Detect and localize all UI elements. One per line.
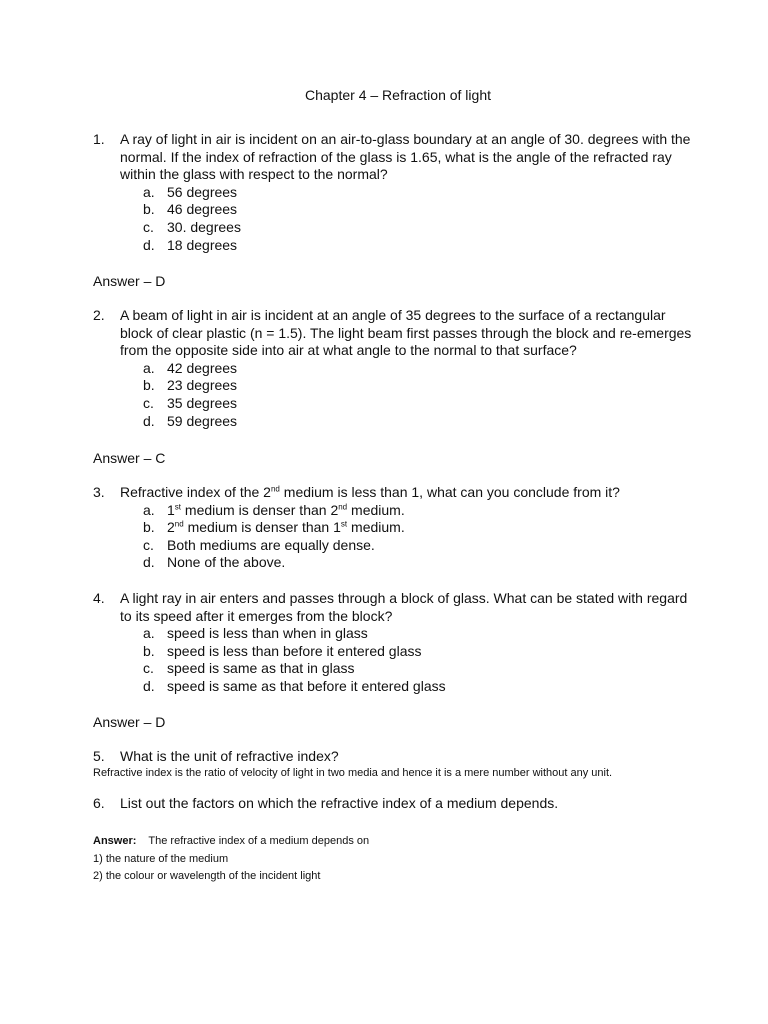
question-text: List out the factors on which the refractive index of a medium depends. xyxy=(120,795,559,811)
superscript: nd xyxy=(270,484,280,494)
option-item xyxy=(93,360,693,378)
option-item xyxy=(93,643,693,661)
option-text-part: medium is denser than 1 xyxy=(183,519,341,536)
option-text: Both mediums are equally dense. xyxy=(167,536,375,553)
option-letter: d. xyxy=(143,236,155,253)
option-text: 42 degrees xyxy=(167,359,238,376)
answer-4: Answer – D xyxy=(93,714,166,730)
question-number: 6. xyxy=(93,795,105,811)
answer-label: Answer: xyxy=(93,835,137,847)
option-item xyxy=(93,395,693,413)
option-text: 56 degrees xyxy=(167,183,238,200)
option-item xyxy=(93,502,693,520)
option-text: 59 degrees xyxy=(167,412,238,429)
question-5 xyxy=(93,748,693,766)
option-letter: d. xyxy=(143,677,155,694)
option-item xyxy=(93,219,693,237)
option-item xyxy=(93,413,693,431)
option-text: 23 degrees xyxy=(167,377,238,394)
option-text: speed is same as that in glass xyxy=(167,660,355,677)
option-text: 46 degrees xyxy=(167,201,238,218)
option-text-part: 2 xyxy=(167,519,175,536)
question-number: 2. xyxy=(93,307,105,323)
option-item xyxy=(93,201,693,219)
superscript: st xyxy=(174,501,182,511)
superscript: nd xyxy=(174,519,184,529)
option-letter: b. xyxy=(143,377,155,394)
question-text-end: medium is less than 1, what can you conclude from it? xyxy=(279,484,620,500)
option-item xyxy=(93,625,693,643)
option-text: speed is less than before it entered glass xyxy=(167,642,422,659)
answer-point-1: 1) the nature of the medium xyxy=(93,853,229,865)
question-text: What is the unit of refractive index? xyxy=(120,748,339,764)
option-text: None of the above. xyxy=(167,554,286,571)
explanation-5: Refractive index is the ratio of velocity of light in two media and hence it is a mere number without any unit. xyxy=(93,767,613,779)
superscript: st xyxy=(340,519,348,529)
answer-text: The refractive index of a medium depends on xyxy=(148,835,370,847)
question-text-start: Refractive index of the 2 xyxy=(120,484,271,500)
answer-1: Answer – D xyxy=(93,273,166,289)
option-letter: c. xyxy=(143,536,154,553)
question-number: 4. xyxy=(93,590,105,606)
question-text: A ray of light in air is incident on an air-to-glass boundary at an angle of 30. degrees with the normal. If the index of refraction of the glass is 1.65, what is the angle of the refracted ray within the glass with respect to the normal? xyxy=(120,131,691,183)
option-letter: c. xyxy=(143,218,154,235)
question-3 xyxy=(93,484,693,572)
superscript: nd xyxy=(338,501,348,511)
answer-point-2: 2) the colour or wavelength of the incident light xyxy=(93,870,321,882)
option-letter: b. xyxy=(143,642,155,659)
option-text: speed is less than when in glass xyxy=(167,625,368,642)
page-title: Chapter 4 – Refraction of light xyxy=(305,87,491,103)
option-letter: c. xyxy=(143,394,154,411)
option-item xyxy=(93,237,693,255)
option-item xyxy=(93,377,693,395)
question-number: 3. xyxy=(93,484,105,500)
option-letter: a. xyxy=(143,359,155,376)
question-text: A beam of light in air is incident at an angle of 35 degrees to the surface of a rectangular block of clear plastic (n = 1.5). The light beam first passes through the block and re-emerges from the opposite side into air at what angle to the normal to that surface? xyxy=(120,307,692,359)
option-text-part: 1 xyxy=(167,501,175,518)
option-letter: a. xyxy=(143,501,155,518)
question-2 xyxy=(93,307,693,430)
option-letter: b. xyxy=(143,519,155,536)
option-text: 18 degrees xyxy=(167,236,238,253)
option-text-part: medium. xyxy=(347,501,405,518)
option-text: 30. degrees xyxy=(167,218,241,235)
option-item xyxy=(93,554,693,572)
option-item xyxy=(93,519,693,537)
option-letter: c. xyxy=(143,660,154,677)
option-letter: d. xyxy=(143,554,155,571)
question-number: 1. xyxy=(93,131,105,147)
option-letter: a. xyxy=(143,625,155,642)
option-letter: b. xyxy=(143,201,155,218)
option-text-part: medium is denser than 2 xyxy=(181,501,339,518)
option-item xyxy=(93,678,693,696)
option-text: speed is same as that before it entered glass xyxy=(167,677,446,694)
answer-2: Answer – C xyxy=(93,450,166,466)
option-letter: d. xyxy=(143,412,155,429)
option-text-part: medium. xyxy=(347,519,405,536)
question-text: A light ray in air enters and passes through a block of glass. What can be stated with regard to its speed after it emerges from the block? xyxy=(120,590,688,624)
option-item xyxy=(93,537,693,555)
answer-6 xyxy=(93,834,369,848)
question-6 xyxy=(93,795,693,813)
question-1 xyxy=(93,131,693,254)
option-item xyxy=(93,660,693,678)
option-text: 35 degrees xyxy=(167,394,238,411)
option-item xyxy=(93,184,693,202)
option-letter: a. xyxy=(143,183,155,200)
question-4 xyxy=(93,590,693,696)
question-number: 5. xyxy=(93,748,105,764)
